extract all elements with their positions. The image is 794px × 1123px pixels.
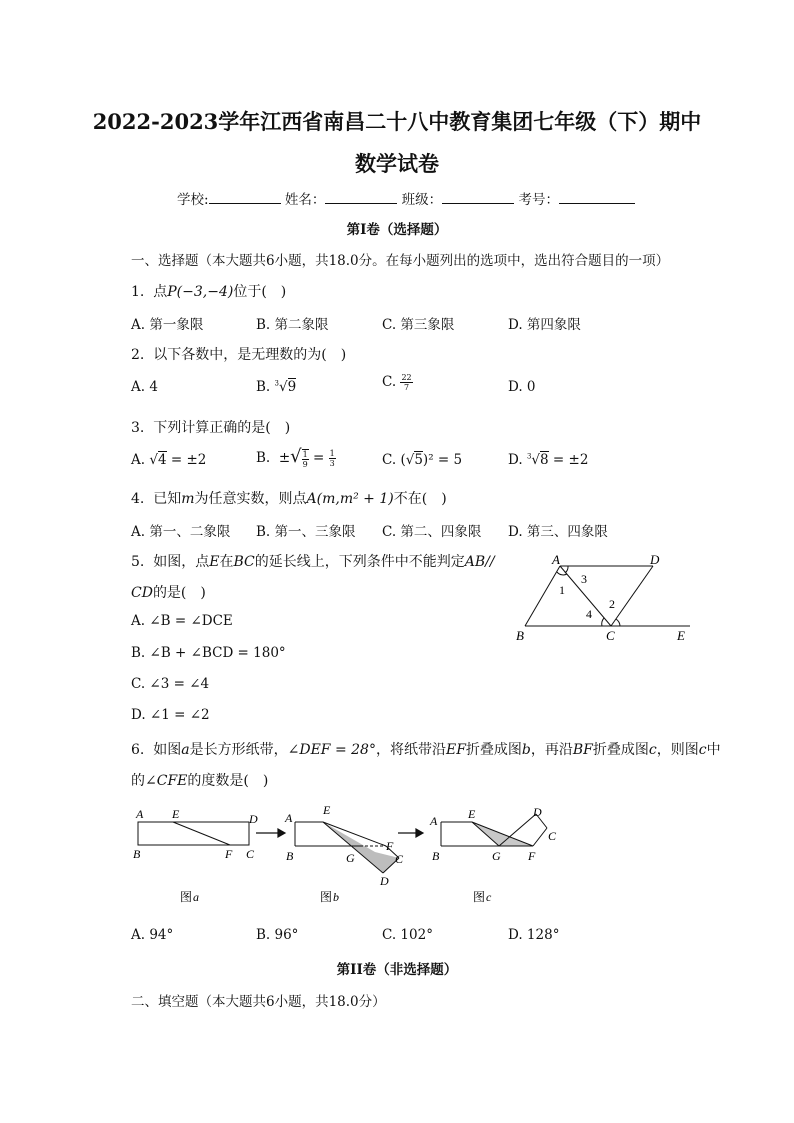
arrow-a-to-b [256,829,285,837]
var-a: a [181,742,190,758]
part2-title: 第II卷（非选择题） [336,962,458,978]
q3-option-c[interactable] [382,452,462,468]
page-subtitle: 数学试卷 [355,151,439,176]
student-info-line [177,188,635,208]
fig-a-label-b: B [133,847,141,861]
fig-c-caption-var: c [486,890,492,904]
q6-folding-figures [128,800,578,912]
q4-option-c[interactable]: C. 第二、四象限 [382,524,482,540]
q5-parallelogram-figure [505,548,705,648]
number-field[interactable] [559,191,635,204]
fig-a-label-e: E [172,807,180,821]
fig-c-label-e: E [468,807,476,821]
q4-option-a[interactable]: A. 第一、二象限 [131,524,231,540]
name-field[interactable] [325,191,397,204]
figure-a [138,822,249,845]
question-number: 1. [131,284,145,300]
denominator: 3 [329,459,335,468]
q3-option-d[interactable] [508,452,588,468]
angle-4-arc [602,618,604,626]
question-number: 5. [131,554,145,570]
fold-line-ef [173,822,230,845]
q1-option-d[interactable]: D. 第四象限 [508,317,581,333]
fig-a-label-c: C [246,847,255,861]
stem-text: 不在( ) [393,491,447,507]
question-2-stem [131,344,346,364]
var-b: b [521,742,531,758]
stem-text: 在 [219,554,234,570]
q6-option-c[interactable]: C. 102° [382,927,433,943]
q5-option-b[interactable]: B. ∠B + ∠BCD = 180° [131,645,286,661]
label-e: E [677,628,685,643]
name-label: 姓名： [284,192,326,208]
variable-m: m [181,491,195,507]
angle-cfe: ∠CFE [145,773,188,789]
fig-a-label-a: A [136,807,144,821]
fig-b-label-b: B [286,849,294,863]
radicand: 4 [157,452,167,468]
numerator: 22 [401,373,412,382]
section2-heading: 二、填空题（本大题共6小题，共18.0分） [131,994,386,1010]
stem-text: 已知 [153,491,182,507]
stem-text: 是长方形纸带， [189,742,288,758]
root-index: 3 [526,452,532,461]
stem-text: 为任意实数，则点 [194,491,307,507]
segment-ab: AB// [464,554,495,570]
line-ab [525,566,560,626]
q1-option-c[interactable]: C. 第三象限 [382,317,455,333]
q5-option-d[interactable]: D. ∠1 = ∠2 [131,707,210,723]
fig-a-label-f: F [225,847,233,861]
q2-option-a[interactable]: A. 4 [131,379,158,395]
angle-3-arc [565,566,568,573]
q5-option-a[interactable]: A. ∠B = ∠DCE [131,613,233,629]
fig-c-label-b: B [432,849,440,863]
question-6-stem-line2 [131,770,268,790]
q2-option-b[interactable] [256,379,296,395]
denominator: 9 [302,459,308,469]
label-b: B [516,628,524,643]
stem-text: 的 [131,773,145,789]
radicand: 5 [414,452,423,468]
fig-a-caption: 图 [180,890,193,904]
stem-text: 如图，点 [153,554,210,570]
angle-def: ∠DEF = 28° [287,742,376,758]
option-label: D. [508,452,523,468]
label-angle-3: 3 [581,572,587,586]
fig-b-label-d: D [380,874,389,888]
stem-text: 折叠成图 [592,742,649,758]
fig-b-label-g: G [346,851,355,865]
radical-sign: √ [149,452,158,468]
segment-cd: CD [131,585,153,601]
fig-c-label-g: G [492,849,501,863]
school-label: 学校: [177,192,209,208]
stem-text: 位于( ) [233,284,287,300]
question-3-stem [131,417,290,437]
option-label: A. [131,452,146,468]
question-number: 4. [131,491,145,507]
radicand: 9 [287,379,297,395]
expression: )² = 5 [422,452,463,468]
radical-sign: √ [278,379,288,395]
option-label: B. [256,379,271,395]
question-number: 3. [131,420,145,436]
equals: = [313,450,325,466]
label-angle-2: 2 [609,597,615,611]
q6-option-b[interactable]: B. 96° [256,927,299,943]
q3-option-b[interactable] [256,446,336,469]
denominator: 7 [403,383,410,392]
option-label: C. [382,374,397,390]
line-dc [611,566,653,626]
fig-b-label-c: C [395,852,404,866]
radical-sign: √ [531,452,541,468]
fraction [302,449,309,469]
q2-option-d[interactable]: D. 0 [508,379,536,395]
school-field[interactable] [209,191,281,204]
folded-edge-ed [323,822,383,873]
stem-text: ，将纸带沿 [375,742,446,758]
label-angle-4: 4 [586,607,592,621]
point-p: P(−3,−4) [167,284,234,300]
folded-edge-cf [533,828,547,846]
stem-text: ，则图 [656,742,699,758]
fig-b-caption-var: b [333,890,339,904]
stem-text: 以下各数中，是无理数的为( ) [153,347,347,363]
class-field[interactable] [442,191,514,204]
plus-minus: ± [278,450,291,466]
option-label: C. [382,452,397,468]
fig-b-label-f: F [386,839,394,853]
fig-c-caption: 图 [473,890,486,904]
fig-b-caption: 图 [320,890,333,904]
q1-option-b[interactable]: B. 第二象限 [256,317,329,333]
question-number: 2. [131,347,145,363]
question-5-stem-line1 [131,551,495,571]
stem-text: 中 [706,742,721,758]
radical-sign: √ [405,452,415,468]
question-5-stem-line2 [131,582,206,602]
expression: = ±2 [170,452,207,468]
numerator: 1 [329,449,335,458]
numerator: 1 [302,449,308,459]
root-index: 3 [274,379,279,388]
q5-option-c[interactable]: C. ∠3 = ∠4 [131,676,210,692]
q6-option-a[interactable]: A. 94° [131,927,174,943]
number-label: 考号： [518,192,559,208]
rectangle-strip [138,822,249,845]
point-a: A(m,m² + 1) [306,491,394,507]
fig-a-label-d: D [249,812,258,826]
question-number: 6. [131,742,145,758]
stem-text: 如图 [153,742,182,758]
part1-title: 第I卷（选择题） [346,222,448,238]
radical-sign: √ [290,446,302,467]
fraction [329,449,336,468]
var-c: c [698,742,707,758]
stem-text: 折叠成图 [465,742,522,758]
fig-c-label-f: F [528,849,536,863]
section1-heading: 一、选择题（本大题共6小题，共18.0分。在每小题列出的选项中，选出符合题目的一项） [131,253,670,269]
stem-text: 的度数是( ) [187,773,269,789]
question-4-stem [131,488,447,508]
question-6-stem-line1 [131,739,721,759]
fig-c-label-a: A [430,814,438,828]
radicand: 8 [540,452,549,468]
stem-text: 点 [153,284,168,300]
arrow-b-to-c [398,829,423,837]
stem-text: 下列计算正确的是( ) [153,420,291,436]
class-label: 班级： [401,192,443,208]
fig-c-label-d: D [533,805,542,819]
q1-option-a[interactable]: A. 第一象限 [131,317,204,333]
figure-c [441,814,547,846]
fig-c-label-c: C [548,829,557,843]
stem-text: ，再沿 [530,742,573,758]
label-d: D [650,552,660,567]
question-1-stem [131,281,286,301]
stem-text: 的是( ) [152,585,206,601]
q2-option-c[interactable] [382,373,413,392]
fraction [400,373,412,392]
fig-b-label-e: E [323,803,331,817]
q3-option-a[interactable] [131,452,206,468]
point-e: E [209,554,220,570]
option-label: B. [256,450,271,466]
label-a: A [552,552,560,567]
expression: = ±2 [552,452,589,468]
paren: ( [400,452,406,468]
segment-bf: BF [572,742,593,758]
var-c: c [648,742,657,758]
stem-text: 的延长线上，下列条件中不能判定 [254,554,465,570]
q6-option-d[interactable]: D. 128° [508,927,560,943]
angle-2-arc [616,619,620,626]
fig-b-label-a: A [285,811,293,825]
segment-ef: EF [445,742,466,758]
segment-bc: BC [233,554,255,570]
page-title: 2022-2023学年江西省南昌二十八中教育集团七年级（下）期中 [92,109,702,134]
q4-option-b[interactable]: B. 第一、三象限 [256,524,356,540]
label-angle-1: 1 [559,583,565,597]
q4-option-d[interactable]: D. 第三、四象限 [508,524,608,540]
fig-a-caption-var: a [193,890,199,904]
label-c: C [606,628,615,643]
